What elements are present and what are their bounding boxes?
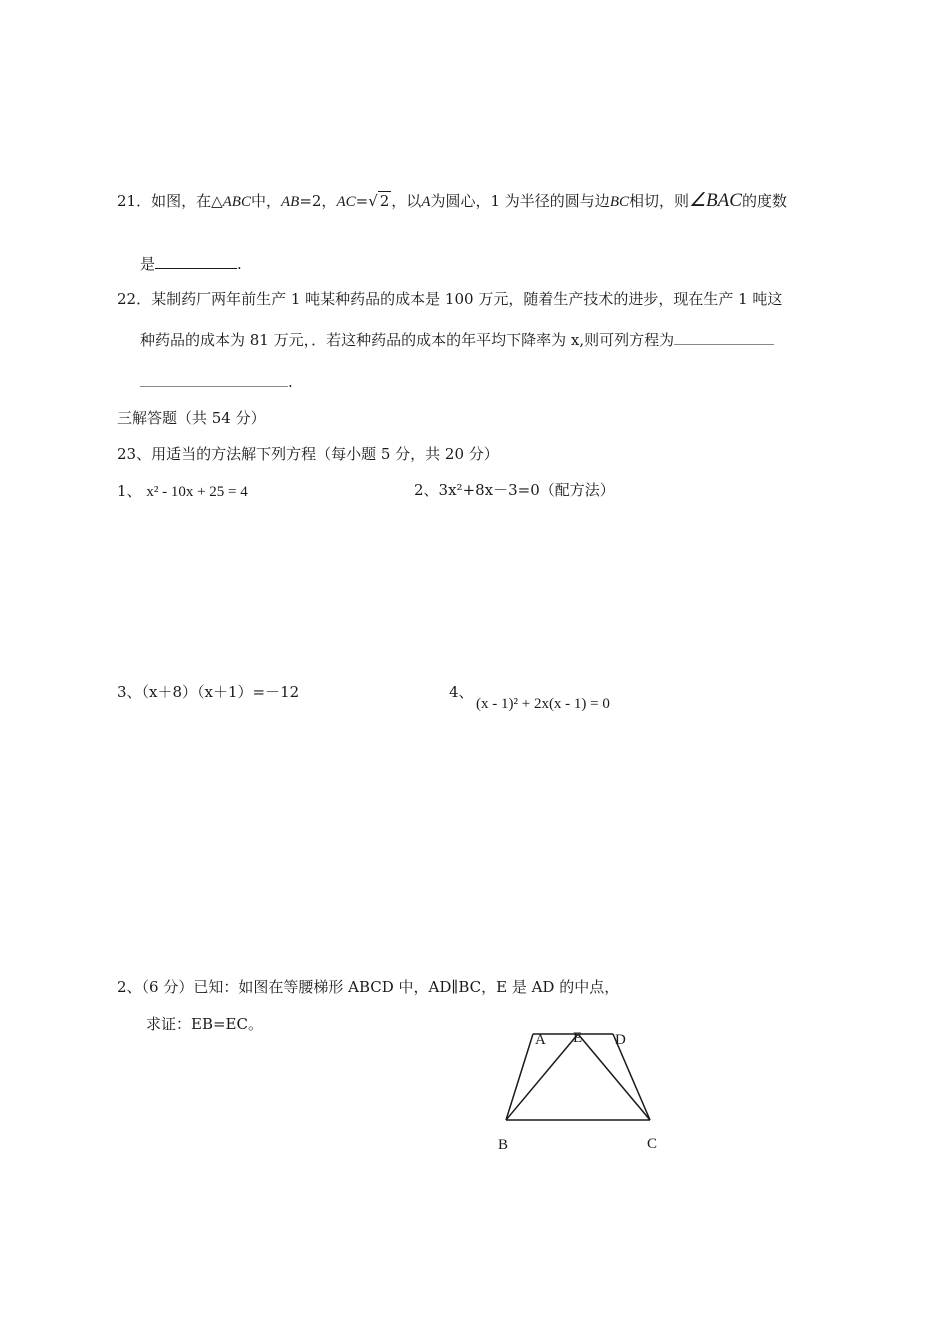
segment-ec (578, 1034, 650, 1120)
equation-1: x² - 10x + 25 = 4 (146, 484, 248, 500)
segment-bc: BC (609, 194, 629, 210)
trapezoid-lines (506, 1034, 650, 1120)
label-c: C (647, 1136, 658, 1152)
q23-problem-1: 1、 x² - 10x + 25 = 4 (117, 482, 248, 500)
trapezoid-figure (490, 1025, 690, 1165)
q21-line1: 21．如图，在△ABC中，AB=2，AC=√ 2 ，以A为圆心，1 为半径的圆与边BC相切，则∠BAC的度数 (117, 190, 787, 211)
label-b: B (498, 1137, 509, 1153)
segment-ab-edge (506, 1034, 533, 1120)
q24-line2: 求证：EB=EC。 (146, 1015, 263, 1033)
q22-answer-blank-2[interactable] (140, 372, 288, 387)
q23-problem-2: 2、3x²+8x－3=0（配方法） (414, 481, 615, 499)
q22-answer-blank-1[interactable] (674, 330, 774, 345)
q24-line1: 2、（6 分）已知：如图在等腰梯形 ABCD 中，AD∥BC，E 是 AD 的中点， (117, 978, 620, 996)
section-title: 三解答题（共 54 分） (117, 409, 266, 427)
q22-line1: 22．某制药厂两年前生产 1 吨某种药品的成本是 100 万元，随着生产技术的进步，现在生产 1 吨这 (117, 290, 783, 308)
q23-problem-4-num: 4、 (449, 683, 474, 701)
label-a: A (535, 1032, 546, 1048)
equation-4: (x - 1)² + 2x(x - 1) = 0 (476, 696, 610, 712)
q22-line3: . (140, 372, 293, 392)
q23-problem-3: 3、（x＋8）（x＋1）=－12 (117, 683, 300, 701)
point-a: A (421, 194, 431, 210)
label-d: D (615, 1032, 626, 1048)
q21-answer-blank[interactable] (155, 254, 237, 269)
segment-ac: AC (336, 194, 356, 210)
triangle-abc: ABC (222, 194, 251, 210)
angle-bac: ∠BAC (689, 190, 742, 211)
q21-line2: 是 . (140, 255, 242, 273)
equation-3: （x＋8）（x＋1）=－12 (141, 683, 300, 701)
equation-2: 3x²+8x－3=0（配方法） (438, 481, 615, 499)
segment-ab: AB (280, 194, 300, 210)
q22-line2: 种药品的成本为 81 万元，．若这种药品的成本的年平均下降率为 x,则可列方程为 (140, 330, 774, 350)
q23-title: 23、用适当的方法解下列方程（每小题 5 分，共 20 分） (117, 445, 499, 463)
label-e: E (573, 1030, 583, 1046)
sqrt-two: √ 2 (368, 192, 390, 210)
